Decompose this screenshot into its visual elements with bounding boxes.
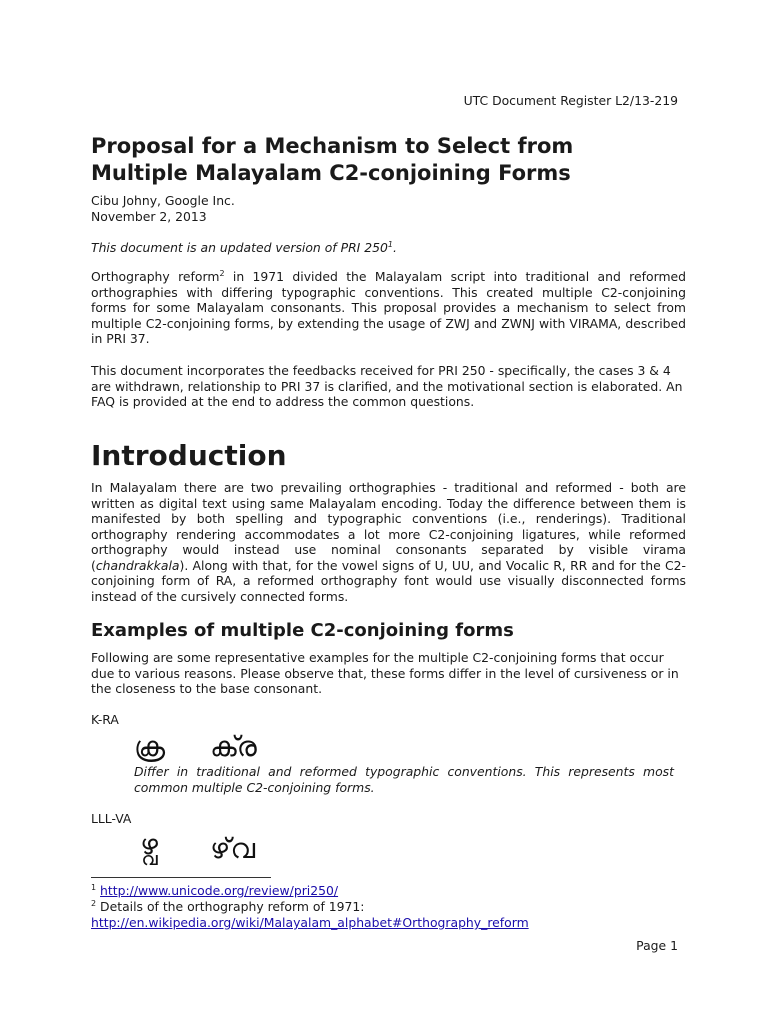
update-notice-text: This document is an updated version of PRI 250 [91,240,388,255]
glyph-k-ra-traditional: ക്ര [134,730,166,763]
author-name: Cibu Johny, Google Inc. [91,193,235,208]
intro-paragraph-2: This document incorporates the feedbacks received for PRI 250 - specifically, the cases 3 & 4 are withdrawn, relationship to PRI 37 is clarified, and the motivational section is elaborated. An FAQ is provided at the end to address the common questions. [91,363,683,409]
intro-text-a: In Malayalam there are two prevailing orthographies - traditional and reformed - both are written as digital text using same Malayalam encoding. Today the difference between them is manifested by both spelling and typographic conventions (i.e., renderings). Traditional orthography rendering accommodates a lot more C2-conjoining ligatures, while reformed orthography would instead use nominal consonants separated by visible virama ( [91,480,686,573]
example-caption-k-ra: Differ in traditional and reformed typographic conventions. This represents most common multiple C2-conjoining forms. [134,764,674,795]
glyph-lll-va-reformed: ഴ്‌വ [210,832,256,865]
footnote-1-number: 1 [91,882,97,892]
document-register: UTC Document Register L2/13-219 [463,93,678,108]
glyph-k-ra-reformed: ക്‍ര [210,730,257,763]
para1-rest: in 1971 divided the Malayalam script into traditional and reformed orthographies with differing typographic conventions. This created multiple C2-conjoining forms for some Malayalam consonants. This proposal provides a mechanism to select from multiple C2-conjoining forms, by extending the usage of ZWJ and ZWNJ with VIRAMA, described in PRI 37. [91,269,687,346]
footnote-ref-1[interactable]: 1 [387,239,394,249]
section-heading-examples: Examples of multiple C2-conjoining forms [91,620,514,641]
intro-text-b: ). Along with that, for the vowel signs of U, UU, and Vocalic R, RR and for the C2-conjoining form of RA, a reformed orthography font would use visually disconnected forms instead of the cursively connected forms. [91,557,686,604]
intro-italic-term: chandrakkala [95,557,180,573]
footnote-2-text: Details of the orthography reform of 1971: [100,899,365,914]
footnote-2 [91,899,364,915]
introduction-paragraph [91,480,686,604]
page-number: Page 1 [636,938,678,953]
para1-start: Orthography reform [91,269,220,284]
glyph-lll-va-traditional: ഴ്വ [140,828,158,861]
footnote-1 [91,883,338,899]
update-notice: This document is an updated version of PRI $250^1$. [91,239,397,255]
footnote-2-link-line [91,915,529,931]
example-label-k-ra: K-RA [91,712,119,727]
section-heading-introduction: Introduction [91,439,287,472]
examples-paragraph: Following are some representative examples for the multiple C2-conjoining forms that occur due to various reasons. Please observe that, these forms differ in the level of cursiveness or in the closeness to the base consonant. [91,650,679,696]
footnote-separator [91,877,271,878]
footnote-ref-2[interactable]: 2 [219,268,225,278]
footnote-1-link[interactable]: http://www.unicode.org/review/pri250/ [100,883,339,898]
example-label-lll-va: LLL-VA [91,811,132,826]
author-block [91,193,681,224]
intro-paragraph-1 [91,269,686,347]
document-date: November 2, 2013 [91,208,207,224]
footnote-2-number: 2 [91,898,97,908]
title-line-1: Proposal for a Mechanism to Select from [91,134,574,158]
title-line-2: Multiple Malayalam C2-conjoining Forms [91,161,571,185]
footnote-2-link[interactable]: http://en.wikipedia.org/wiki/Malayalam_alphabet#Orthography_reform [91,915,529,930]
document-title [91,133,691,187]
